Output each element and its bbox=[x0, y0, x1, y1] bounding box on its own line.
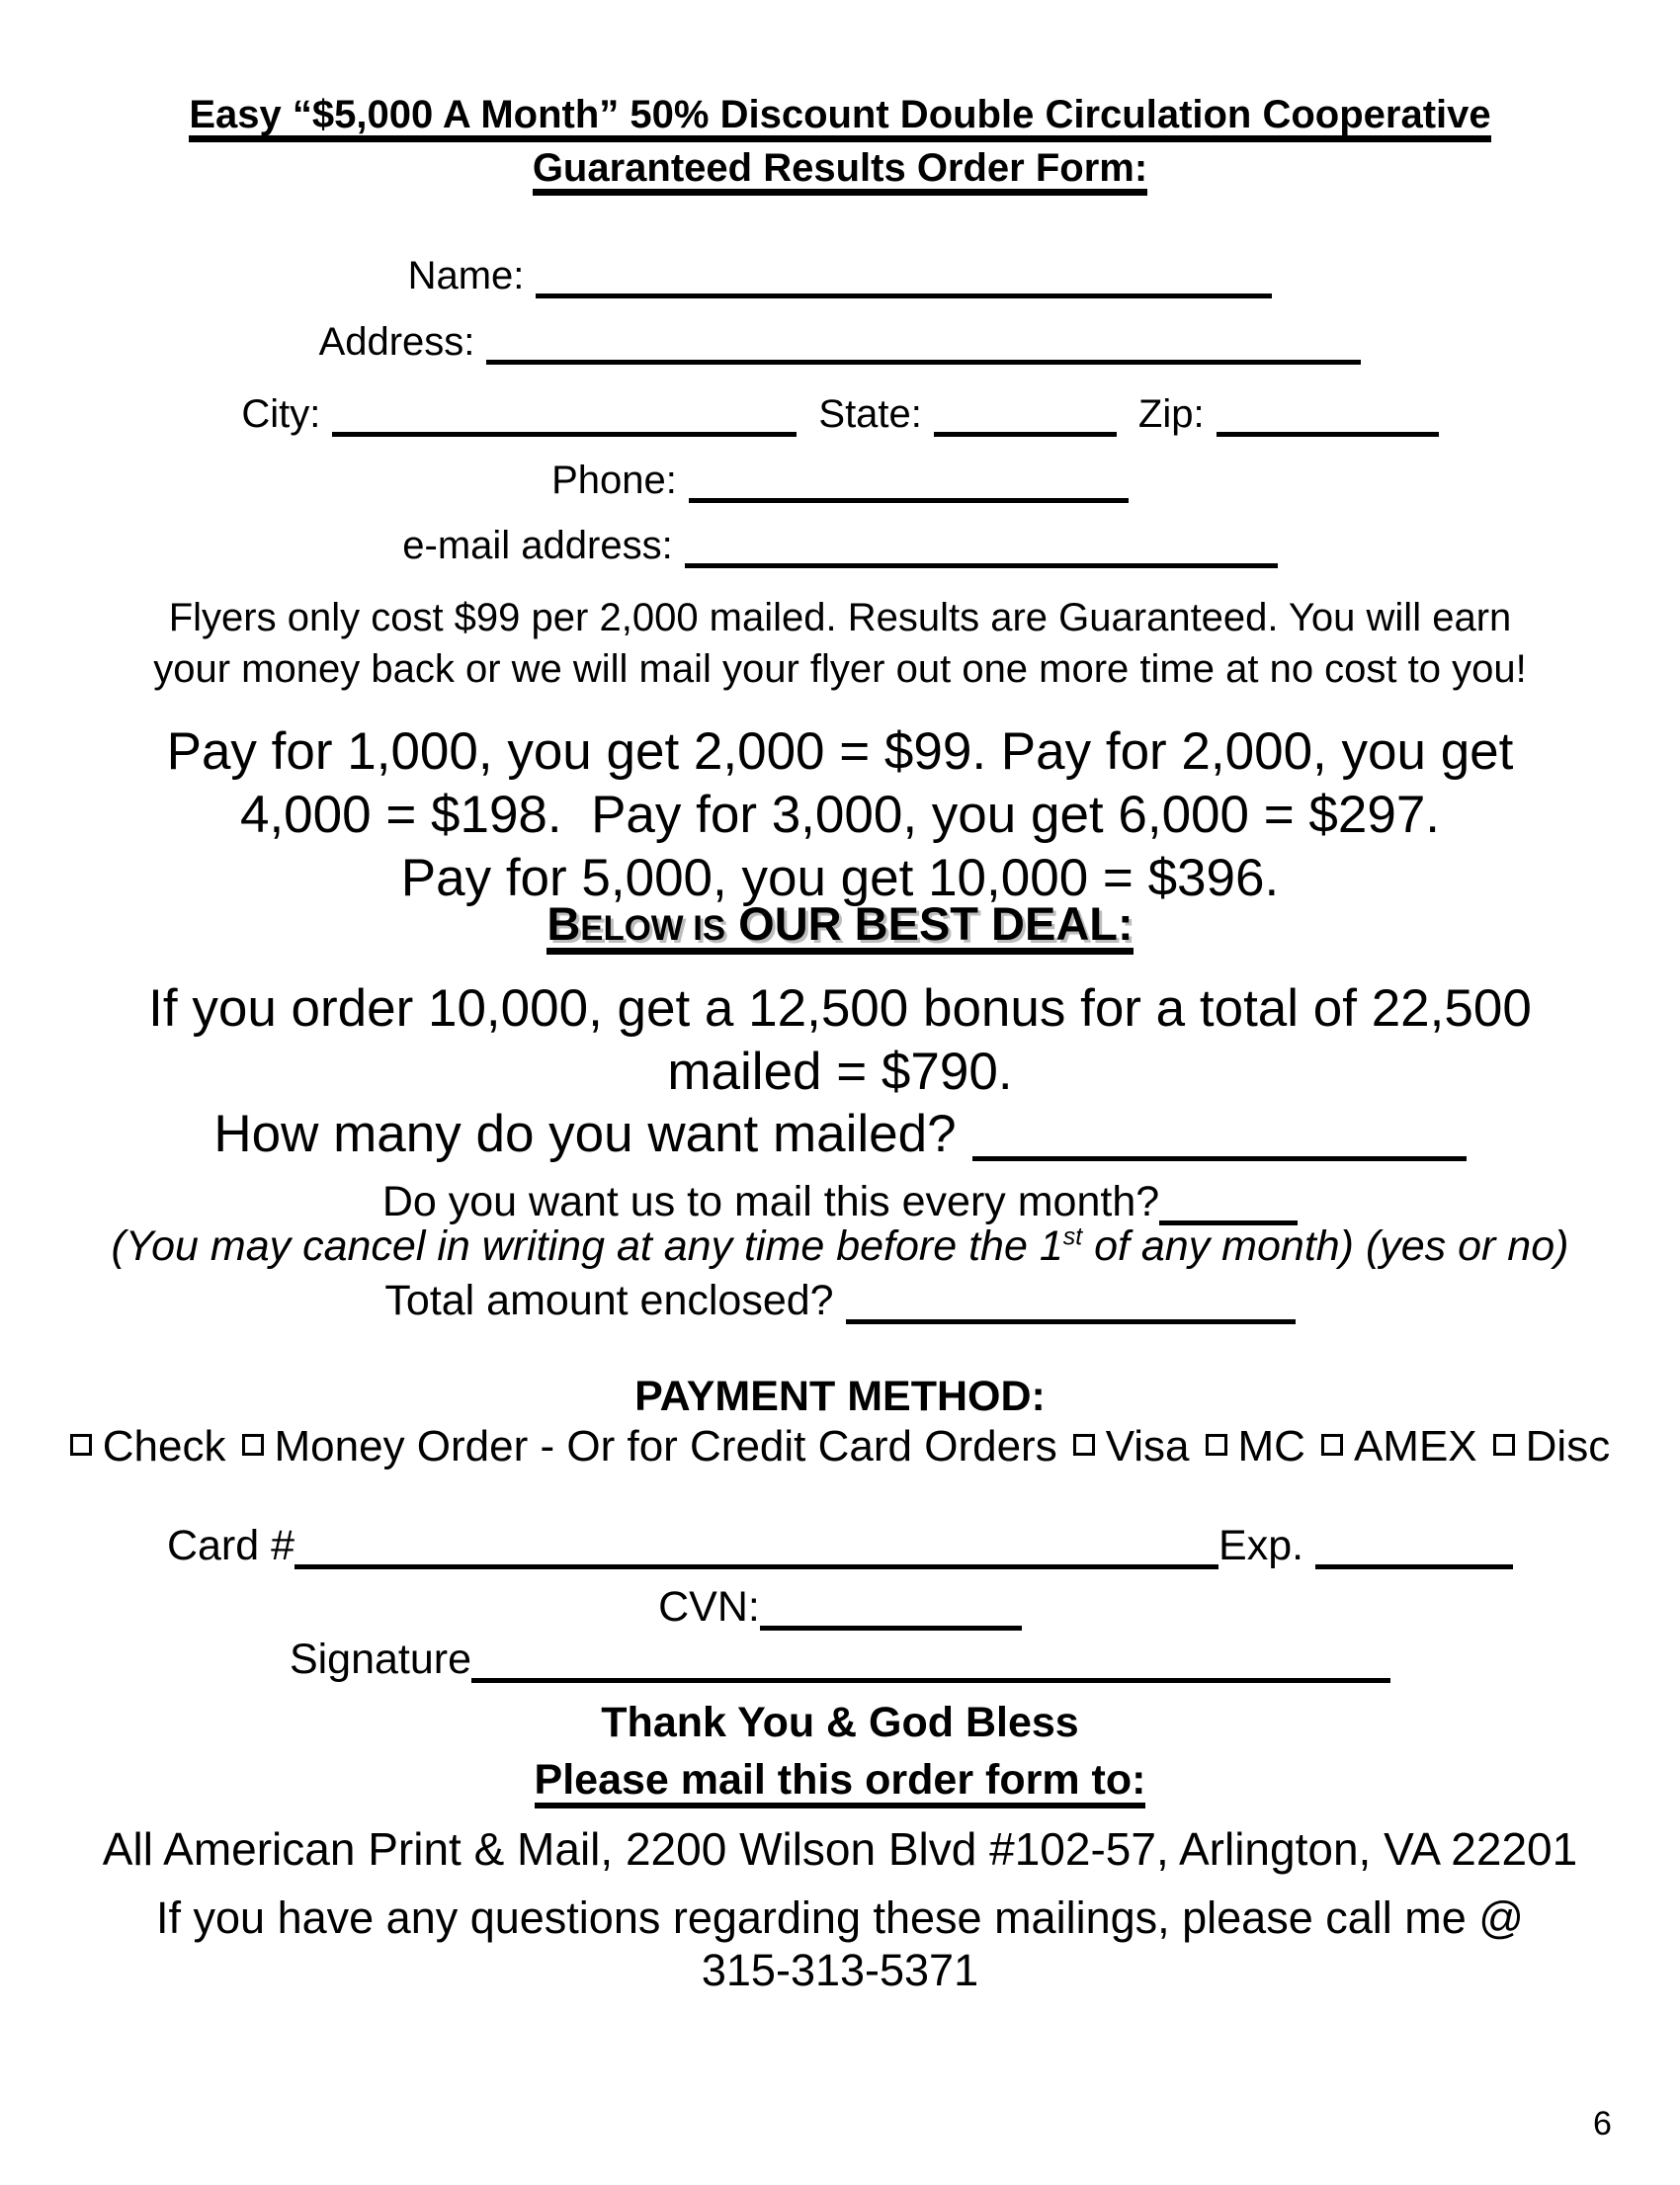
money-order-checkbox[interactable] bbox=[242, 1434, 264, 1456]
monthly-question-label: Do you want us to mail this every month? bbox=[381, 1178, 1160, 1225]
email-input-line[interactable] bbox=[685, 530, 1278, 568]
email-row bbox=[0, 526, 1680, 565]
payment-option-amex bbox=[1321, 1422, 1477, 1471]
cancel-note-pre: (You may cancel in writing at any time before the 1 bbox=[111, 1222, 1063, 1270]
title-line-2-text: Guaranteed Results Order Form: bbox=[533, 148, 1147, 196]
email-label: e-mail address: bbox=[402, 524, 673, 567]
cancel-note-row bbox=[0, 1222, 1680, 1270]
signature-label: Signature bbox=[289, 1636, 472, 1683]
state-input-line[interactable] bbox=[934, 398, 1117, 437]
pricing-line-3: Pay for 5,000, you get 10,000 = $396. bbox=[400, 849, 1280, 907]
city-label: City: bbox=[241, 392, 321, 436]
address-input-line[interactable] bbox=[486, 326, 1361, 365]
payment-options-row bbox=[0, 1422, 1680, 1471]
name-label: Name: bbox=[407, 254, 525, 297]
signature-input-line[interactable] bbox=[471, 1641, 1390, 1683]
cancel-note-superscript: st bbox=[1062, 1222, 1083, 1251]
total-enclosed-label: Total amount enclosed? bbox=[384, 1277, 834, 1324]
zip-label: Zip: bbox=[1137, 392, 1205, 436]
payment-option-money-order bbox=[242, 1422, 1057, 1471]
amex-checkbox[interactable] bbox=[1321, 1434, 1343, 1456]
phone-label: Phone: bbox=[551, 459, 677, 502]
check-label: Check bbox=[102, 1422, 226, 1471]
pricing-paragraph bbox=[0, 720, 1680, 910]
card-number-input-line[interactable] bbox=[294, 1528, 1218, 1569]
best-deal-offer bbox=[0, 977, 1680, 1104]
best-deal-heading bbox=[0, 897, 1680, 955]
payment-option-check bbox=[70, 1422, 226, 1471]
monthly-answer-line[interactable] bbox=[1159, 1184, 1298, 1225]
best-deal-heading-text bbox=[546, 897, 1134, 955]
city-state-zip-row bbox=[0, 394, 1680, 434]
visa-label: Visa bbox=[1105, 1422, 1190, 1471]
best-deal-smallcaps: ELOW IS bbox=[580, 910, 726, 948]
questions-line-2: 315-313-5371 bbox=[701, 1945, 979, 1995]
disc-checkbox[interactable] bbox=[1493, 1434, 1515, 1456]
guarantee-line-2: your money back or we will mail your flyer out one more time at no cost to you! bbox=[153, 647, 1527, 691]
total-enclosed-row bbox=[0, 1277, 1680, 1324]
best-deal-lead: B bbox=[546, 897, 581, 950]
cvn-input-line[interactable] bbox=[760, 1589, 1022, 1631]
questions-line-1: If you have any questions regarding these mailings, please call me @ bbox=[156, 1892, 1524, 1943]
pricing-line-2: 4,000 = $198. Pay for 3,000, you get 6,000 = $297. bbox=[239, 786, 1441, 844]
visa-checkbox[interactable] bbox=[1073, 1434, 1095, 1456]
mail-to-address-line: All American Print & Mail, 2200 Wilson Blvd #102-57, Arlington, VA 22201 bbox=[102, 1823, 1578, 1875]
phone-input-line[interactable] bbox=[689, 464, 1129, 503]
best-deal-line-1: If you order 10,000, get a 12,500 bonus for a total of 22,500 bbox=[148, 979, 1532, 1038]
exp-input-line[interactable] bbox=[1315, 1528, 1513, 1569]
page-number: 6 bbox=[1593, 2105, 1612, 2143]
disc-label: Disc bbox=[1525, 1422, 1611, 1471]
cancel-note-post: of any month) (yes or no) bbox=[1082, 1222, 1569, 1270]
exp-label: Exp. bbox=[1218, 1522, 1304, 1569]
quantity-input-line[interactable] bbox=[972, 1112, 1467, 1161]
zip-input-line[interactable] bbox=[1217, 398, 1439, 437]
cvn-row bbox=[0, 1583, 1680, 1631]
thank-you-line: Thank You & God Bless bbox=[601, 1699, 1079, 1746]
monthly-question-row bbox=[0, 1178, 1680, 1225]
name-row bbox=[0, 256, 1680, 295]
card-number-row bbox=[0, 1522, 1680, 1569]
phone-row bbox=[0, 461, 1680, 500]
payment-method-heading: PAYMENT METHOD: bbox=[634, 1373, 1046, 1420]
mc-checkbox[interactable] bbox=[1206, 1434, 1227, 1456]
check-checkbox[interactable] bbox=[70, 1434, 92, 1456]
card-number-label: Card # bbox=[166, 1522, 295, 1569]
mail-to-heading bbox=[0, 1756, 1680, 1808]
payment-option-mc bbox=[1206, 1422, 1305, 1471]
name-input-line[interactable] bbox=[536, 260, 1272, 298]
total-enclosed-input-line[interactable] bbox=[846, 1283, 1296, 1324]
title-line-2 bbox=[0, 148, 1680, 196]
quantity-question-label: How many do you want mailed? bbox=[213, 1105, 957, 1163]
signature-row bbox=[0, 1636, 1680, 1683]
guarantee-line-1: Flyers only cost $99 per 2,000 mailed. Results are Guaranteed. You will earn bbox=[168, 596, 1512, 639]
state-label: State: bbox=[818, 392, 922, 436]
title-line-1 bbox=[0, 95, 1680, 142]
money-order-label: Money Order - Or for Credit Card Orders bbox=[274, 1422, 1057, 1471]
guarantee-paragraph bbox=[0, 592, 1680, 695]
title-line-1-text: Easy “$5,000 A Month” 50% Discount Double Circulation Cooperative bbox=[189, 95, 1490, 142]
quantity-row bbox=[0, 1105, 1680, 1163]
payment-option-visa bbox=[1073, 1422, 1190, 1471]
city-input-line[interactable] bbox=[332, 398, 797, 437]
address-row bbox=[0, 322, 1680, 362]
pricing-line-1: Pay for 1,000, you get 2,000 = $99. Pay for 2,000, you get bbox=[166, 722, 1514, 781]
mail-to-heading-text: Please mail this order form to: bbox=[535, 1759, 1146, 1808]
best-deal-rest: OUR BEST DEAL: bbox=[725, 897, 1134, 950]
address-label: Address: bbox=[318, 320, 475, 364]
amex-label: AMEX bbox=[1353, 1422, 1477, 1471]
mc-label: MC bbox=[1237, 1422, 1305, 1471]
best-deal-line-2: mailed = $790. bbox=[667, 1043, 1013, 1101]
payment-option-disc bbox=[1493, 1422, 1611, 1471]
cvn-label: CVN: bbox=[658, 1583, 760, 1631]
